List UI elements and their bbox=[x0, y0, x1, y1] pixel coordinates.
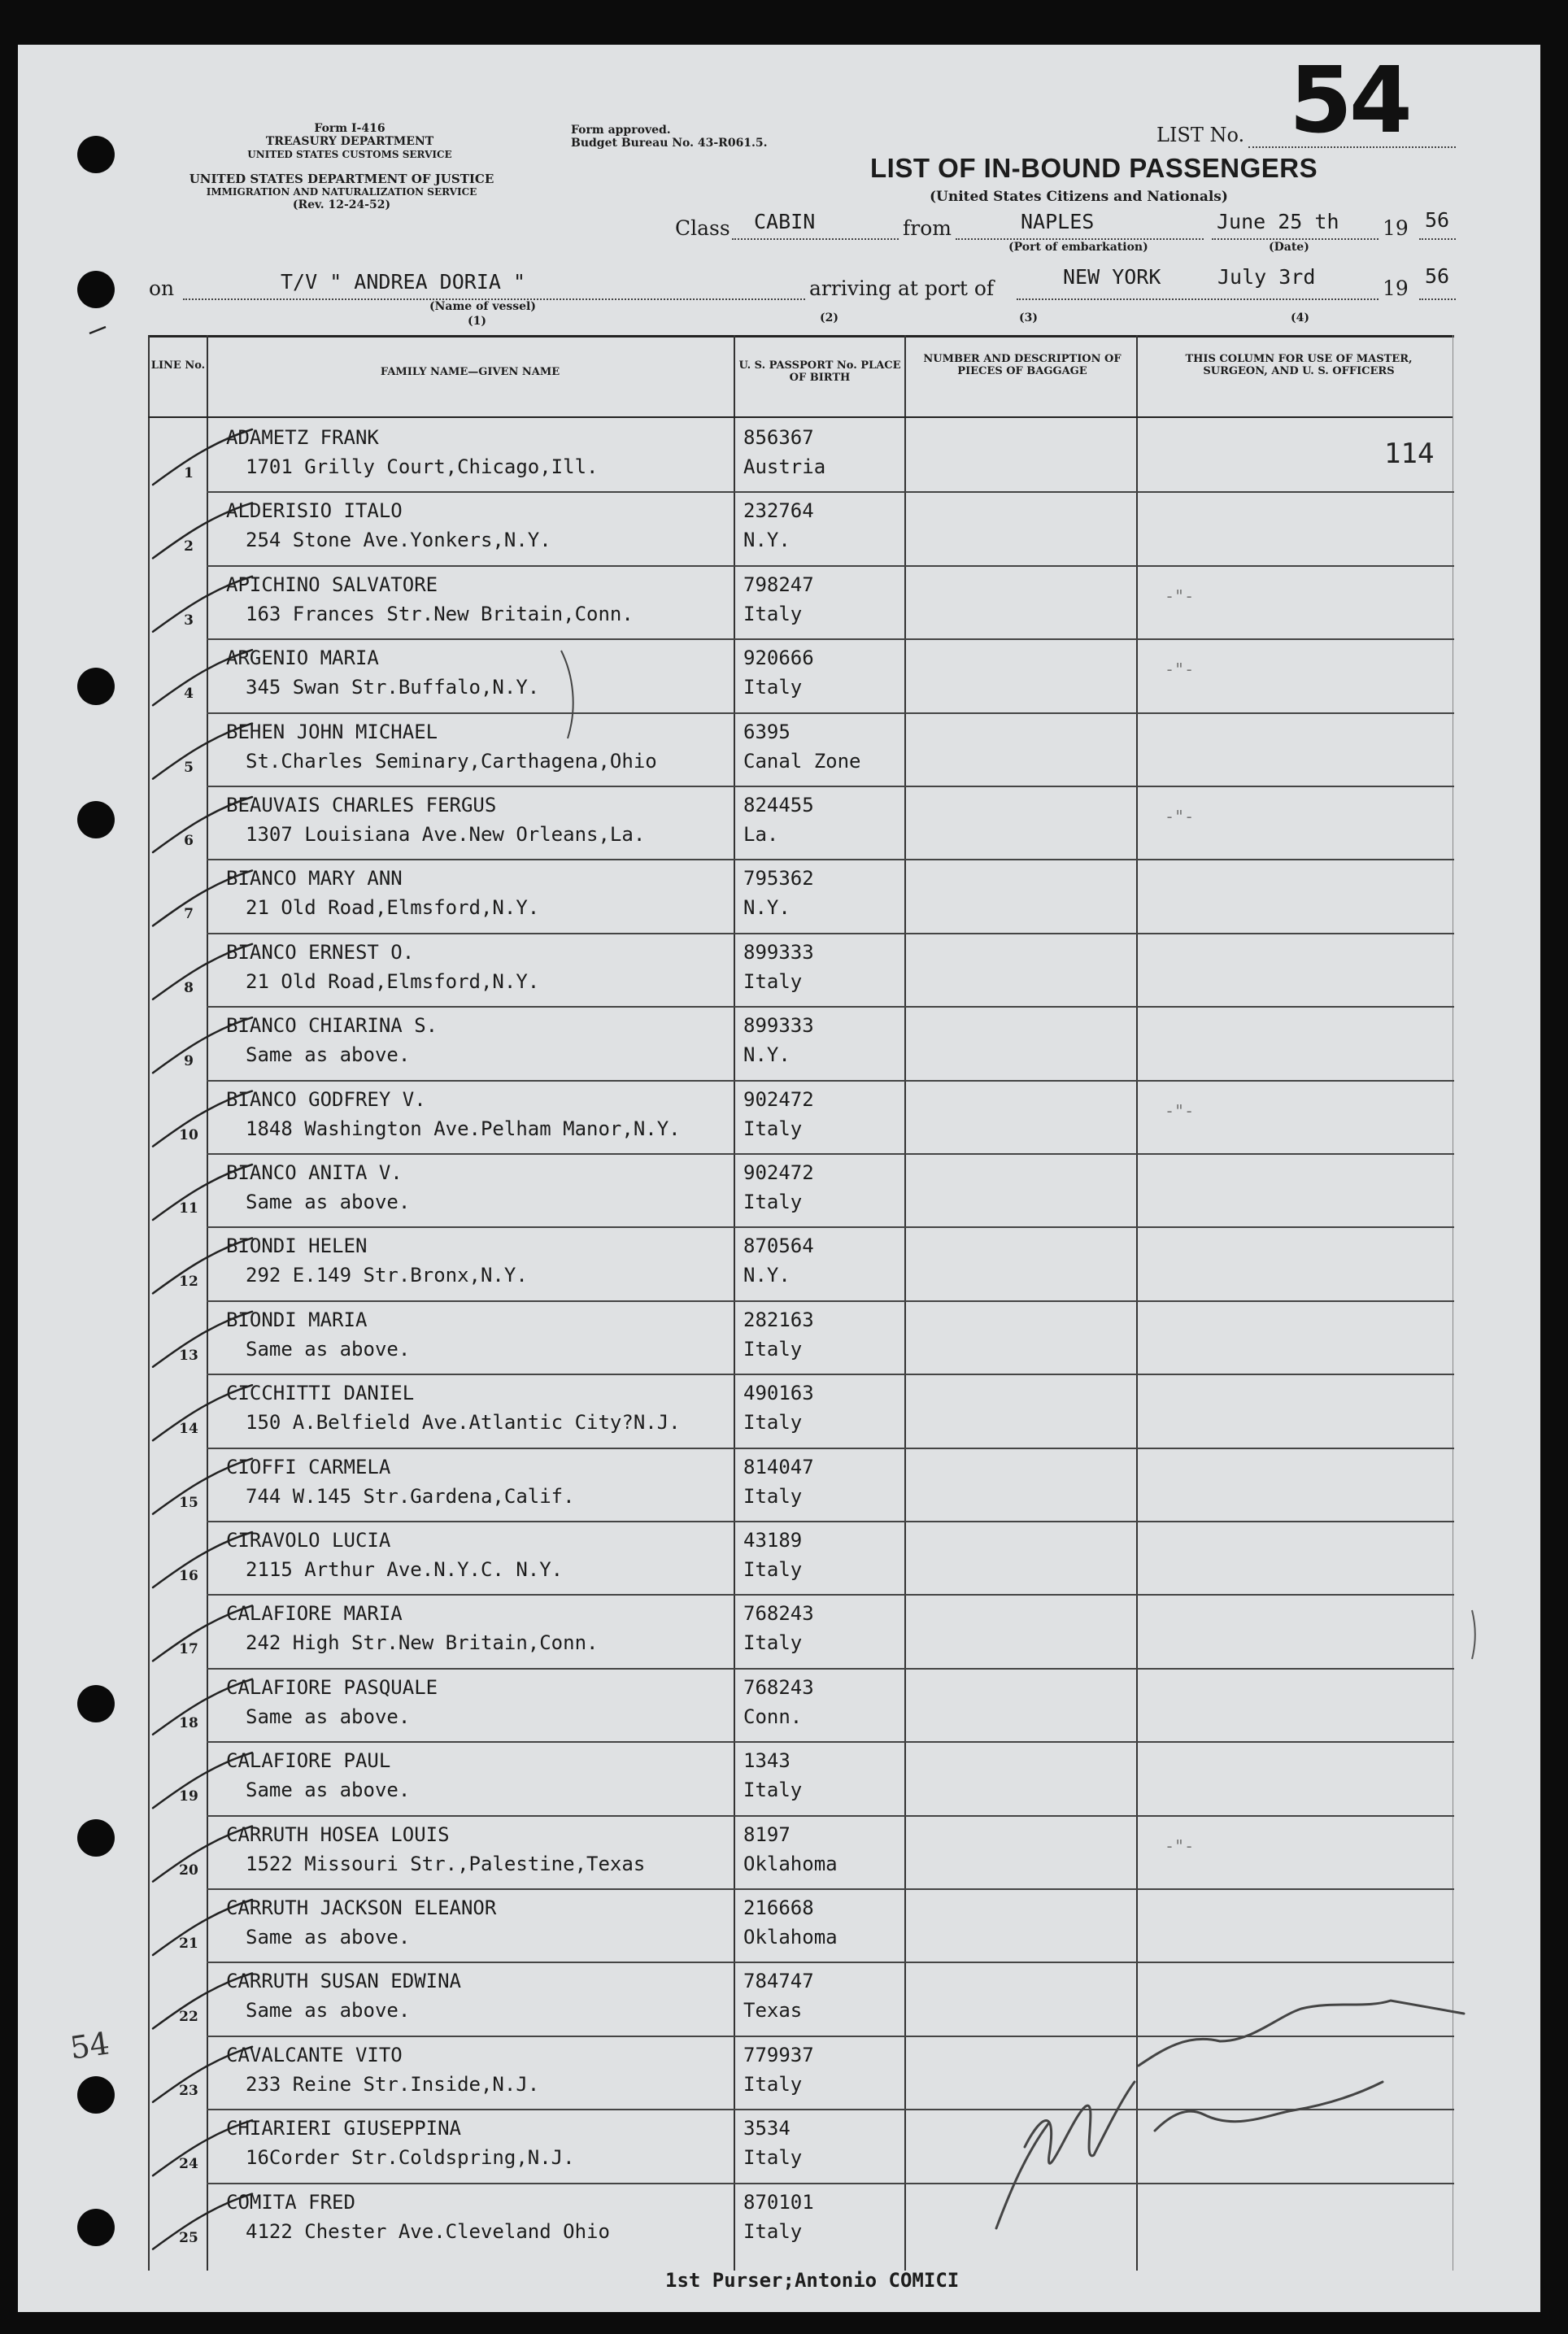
row-divider bbox=[207, 786, 1454, 787]
table-row bbox=[148, 933, 1454, 1007]
arrival-date: July 3rd bbox=[1217, 265, 1316, 289]
class-value: CABIN bbox=[754, 210, 816, 233]
passenger-address: Same as above. bbox=[246, 1191, 411, 1213]
ditto-mark: -"- bbox=[1165, 1835, 1195, 1856]
passenger-address: 163 Frances Str.New Britain,Conn. bbox=[246, 602, 634, 625]
line-number: 7 bbox=[184, 906, 194, 923]
table-row bbox=[148, 2109, 1454, 2183]
place-of-birth: Italy bbox=[743, 1558, 803, 1581]
row-divider bbox=[207, 1741, 1454, 1743]
passenger-address: 4122 Chester Ave.Cleveland Ohio bbox=[246, 2219, 610, 2243]
punch-hole bbox=[77, 1819, 115, 1857]
row-divider bbox=[207, 1594, 1454, 1596]
document-title: LIST OF IN-BOUND PASSENGERS bbox=[870, 153, 1318, 183]
place-of-birth: Italy bbox=[743, 1337, 803, 1361]
ditto-mark: -"- bbox=[1165, 586, 1195, 606]
row-divider bbox=[207, 638, 1454, 640]
passenger-address: Same as above. bbox=[246, 1337, 411, 1361]
line-number: 15 bbox=[179, 1494, 198, 1511]
year-prefix-2: 19 bbox=[1383, 277, 1409, 300]
punch-hole bbox=[77, 1685, 115, 1722]
passenger-address: Same as above. bbox=[246, 1926, 411, 1949]
passport-number: 870564 bbox=[743, 1234, 814, 1258]
passenger-name: BIONDI MARIA bbox=[226, 1308, 368, 1331]
customs-service: UNITED STATES CUSTOMS SERVICE bbox=[247, 149, 452, 160]
place-of-birth: Canal Zone bbox=[743, 749, 861, 773]
line-number: 25 bbox=[179, 2229, 198, 2246]
line-number: 5 bbox=[184, 759, 194, 776]
table-row bbox=[148, 1741, 1454, 1815]
table-row bbox=[148, 712, 1454, 786]
passport-number: 232764 bbox=[743, 499, 814, 523]
table-row bbox=[148, 1153, 1454, 1227]
line-number: 3 bbox=[184, 612, 194, 629]
approval-block bbox=[571, 124, 768, 150]
passenger-address: 1522 Missouri Str.,Palestine,Texas bbox=[246, 1852, 646, 1875]
row-divider bbox=[207, 1006, 1454, 1008]
passport-number: 282163 bbox=[743, 1308, 814, 1331]
purser-signature-line: 1st Purser;Antonio COMICI bbox=[665, 2269, 960, 2292]
passenger-address: Same as above. bbox=[246, 1705, 411, 1728]
punch-hole bbox=[77, 136, 115, 173]
line-number: 17 bbox=[179, 1641, 198, 1658]
table-row bbox=[148, 1888, 1454, 1962]
line-number: 19 bbox=[179, 1788, 198, 1805]
punch-hole bbox=[77, 801, 115, 838]
table-row bbox=[148, 1594, 1454, 1668]
punch-hole bbox=[77, 668, 115, 705]
place-of-birth: La. bbox=[743, 823, 779, 846]
passenger-address: 150 A.Belfield Ave.Atlantic City?N.J. bbox=[246, 1411, 681, 1435]
table-row bbox=[148, 1815, 1454, 1889]
passenger-name: BIANCO ERNEST O. bbox=[226, 940, 415, 964]
justice-dept: UNITED STATES DEPARTMENT OF JUSTICE bbox=[189, 172, 494, 186]
place-of-birth: N.Y. bbox=[743, 1264, 791, 1287]
place-of-birth: Italy bbox=[743, 1631, 803, 1655]
row-divider bbox=[207, 2036, 1454, 2037]
passport-number: 795362 bbox=[743, 867, 814, 890]
list-no-label: LIST No. bbox=[1156, 124, 1245, 146]
place-of-birth: Italy bbox=[743, 2146, 803, 2170]
passport-number: 902472 bbox=[743, 1161, 814, 1184]
punch-hole bbox=[77, 2076, 115, 2114]
passenger-name: CIRAVOLO LUCIA bbox=[226, 1529, 391, 1552]
place-of-birth: Italy bbox=[743, 1411, 803, 1435]
date-underline bbox=[1212, 238, 1379, 240]
row-divider bbox=[207, 859, 1454, 860]
place-of-birth: N.Y. bbox=[743, 529, 791, 552]
treasury-dept: TREASURY DEPARTMENT bbox=[265, 135, 434, 148]
place-of-birth: Conn. bbox=[743, 1705, 803, 1728]
form-approved: Form approved. bbox=[571, 124, 671, 137]
place-of-birth: N.Y. bbox=[743, 896, 791, 920]
table-row bbox=[148, 1962, 1454, 2036]
passport-number: 768243 bbox=[743, 1675, 814, 1699]
row-divider bbox=[207, 1226, 1454, 1228]
passenger-address: 16Corder Str.Coldspring,N.J. bbox=[246, 2146, 575, 2170]
passenger-address: 1848 Washington Ave.Pelham Manor,N.Y. bbox=[246, 1117, 681, 1140]
passport-number: 6395 bbox=[743, 720, 791, 743]
punch-hole bbox=[77, 271, 115, 308]
table-row bbox=[148, 638, 1454, 712]
passenger-name: ARGENIO MARIA bbox=[226, 647, 379, 670]
table-row bbox=[148, 1668, 1454, 1742]
line-number: 6 bbox=[184, 833, 194, 849]
date-value: June 25 th bbox=[1217, 210, 1339, 233]
year2-underline bbox=[1419, 298, 1456, 300]
table-row bbox=[148, 1226, 1454, 1300]
revision: (Rev. 12-24-52) bbox=[292, 198, 391, 211]
row-divider bbox=[207, 2183, 1454, 2184]
justice-block bbox=[142, 172, 541, 211]
passenger-name: BIANCO ANITA V. bbox=[226, 1161, 403, 1184]
passenger-address: 21 Old Road,Elmsford,N.Y. bbox=[246, 969, 540, 993]
row-divider bbox=[207, 565, 1454, 567]
place-of-birth: N.Y. bbox=[743, 1043, 791, 1067]
line-number: 1 bbox=[184, 465, 194, 481]
place-of-birth: Italy bbox=[743, 1779, 803, 1802]
table-row bbox=[148, 1521, 1454, 1595]
col-header-line-no: LINE No. bbox=[150, 359, 206, 372]
col-header-baggage: NUMBER AND DESCRIPTION OF PIECES OF BAGGAGE bbox=[923, 353, 1122, 377]
passenger-address: St.Charles Seminary,Carthagena,Ohio bbox=[246, 749, 657, 773]
passenger-address: 233 Reine Str.Inside,N.J. bbox=[246, 2072, 540, 2096]
place-of-birth: Oklahoma bbox=[743, 1852, 838, 1875]
passport-number: 784747 bbox=[743, 1970, 814, 1993]
passenger-name: CIOFFI CARMELA bbox=[226, 1455, 391, 1478]
year-prefix: 19 bbox=[1383, 216, 1409, 240]
margin-note: 54 bbox=[68, 2025, 112, 2066]
row-divider bbox=[207, 1448, 1454, 1449]
row-divider bbox=[207, 2109, 1454, 2110]
arrival-underline bbox=[1017, 298, 1379, 300]
line-number: 4 bbox=[184, 686, 194, 703]
line-number: 11 bbox=[179, 1200, 198, 1217]
line-number: 14 bbox=[179, 1421, 198, 1438]
year-underline bbox=[1419, 238, 1456, 240]
line-number: 23 bbox=[179, 2082, 198, 2099]
col-header-passport: U. S. PASSPORT No. PLACE OF BIRTH bbox=[738, 359, 901, 384]
row-divider bbox=[207, 491, 1454, 493]
passenger-table bbox=[148, 335, 1454, 2271]
line-number: 21 bbox=[179, 1936, 198, 1952]
passport-number: 8197 bbox=[743, 1822, 791, 1846]
place-of-birth: Italy bbox=[743, 676, 803, 699]
place-of-birth: Texas bbox=[743, 1999, 803, 2023]
from-value: NAPLES bbox=[1021, 210, 1095, 233]
vessel-name: T/V " ANDREA DORIA " bbox=[281, 270, 526, 294]
row-divider bbox=[207, 1815, 1454, 1817]
ditto-mark: -"- bbox=[1165, 1100, 1195, 1121]
passenger-name: CALAFIORE MARIA bbox=[226, 1602, 403, 1626]
table-top-border bbox=[148, 335, 1454, 337]
passenger-name: CHIARIERI GIUSEPPINA bbox=[226, 2117, 461, 2140]
place-of-birth: Italy bbox=[743, 1191, 803, 1213]
line-number: 20 bbox=[179, 1862, 198, 1879]
list-number: 54 bbox=[1289, 48, 1409, 154]
col-num-1: (1) bbox=[468, 315, 486, 328]
row-divider bbox=[207, 1521, 1454, 1522]
place-of-birth: Italy bbox=[743, 1117, 803, 1140]
place-of-birth: Italy bbox=[743, 602, 803, 625]
table-row bbox=[148, 1374, 1454, 1448]
table-row bbox=[148, 2183, 1454, 2257]
passenger-name: BEAUVAIS CHARLES FERGUS bbox=[226, 794, 497, 816]
passport-number: 490163 bbox=[743, 1382, 814, 1405]
passport-number: 899333 bbox=[743, 940, 814, 964]
passenger-address: Same as above. bbox=[246, 1999, 411, 2023]
passenger-name: CARRUTH JACKSON ELEANOR bbox=[226, 1896, 497, 1919]
passenger-address: 744 W.145 Str.Gardena,Calif. bbox=[246, 1484, 575, 1508]
table-row bbox=[148, 565, 1454, 639]
row-divider bbox=[207, 1888, 1454, 1890]
passenger-name: BIANCO GODFREY V. bbox=[226, 1087, 426, 1111]
passenger-name: BIANCO CHIARINA S. bbox=[226, 1014, 438, 1038]
arriving-label: arriving at port of bbox=[809, 277, 995, 300]
class-label: Class bbox=[675, 216, 730, 240]
passenger-name: COMITA FRED bbox=[226, 2190, 355, 2214]
passenger-address: Same as above. bbox=[246, 1043, 411, 1067]
row-divider bbox=[207, 1374, 1454, 1375]
line-number: 8 bbox=[184, 979, 194, 996]
passport-number: 920666 bbox=[743, 647, 814, 670]
from-label: from bbox=[903, 216, 952, 240]
passenger-name: BIONDI HELEN bbox=[226, 1234, 368, 1258]
passport-number: 216668 bbox=[743, 1896, 814, 1919]
year-value: 56 bbox=[1425, 208, 1450, 232]
passenger-address: 242 High Str.New Britain,Conn. bbox=[246, 1631, 599, 1655]
passenger-name: BIANCO MARY ANN bbox=[226, 867, 403, 890]
officer-mark: 114 bbox=[1384, 438, 1435, 470]
line-number: 24 bbox=[179, 2156, 198, 2173]
passport-number: 824455 bbox=[743, 794, 814, 816]
passport-number: 768243 bbox=[743, 1602, 814, 1626]
place-of-birth: Italy bbox=[743, 969, 803, 993]
table-row bbox=[148, 491, 1454, 565]
col-num-4: (4) bbox=[1291, 311, 1309, 324]
passenger-address: 2115 Arthur Ave.N.Y.C. N.Y. bbox=[246, 1558, 564, 1581]
place-of-birth: Italy bbox=[743, 2219, 803, 2243]
row-divider bbox=[207, 933, 1454, 934]
table-row bbox=[148, 1080, 1454, 1154]
document-subtitle: (United States Citizens and Nationals) bbox=[930, 189, 1228, 205]
passenger-name: ALDERISIO ITALO bbox=[226, 499, 403, 523]
line-number: 2 bbox=[184, 538, 194, 555]
passport-number: 814047 bbox=[743, 1455, 814, 1478]
port-embarkation-label: (Port of embarkation) bbox=[1008, 241, 1148, 254]
place-of-birth: Italy bbox=[743, 1484, 803, 1508]
table-row bbox=[148, 418, 1454, 492]
class-underline bbox=[732, 238, 899, 240]
table-row bbox=[148, 859, 1454, 933]
date-label: (Date) bbox=[1269, 241, 1309, 254]
passenger-name: CALAFIORE PAUL bbox=[226, 1749, 391, 1773]
passport-number: 899333 bbox=[743, 1014, 814, 1038]
passport-number: 798247 bbox=[743, 573, 814, 596]
passenger-address: 292 E.149 Str.Bronx,N.Y. bbox=[246, 1264, 528, 1287]
passenger-name: BEHEN JOHN MICHAEL bbox=[226, 720, 438, 743]
table-row bbox=[148, 1448, 1454, 1522]
row-divider bbox=[207, 1080, 1454, 1082]
line-number: 22 bbox=[179, 2009, 198, 2026]
col-num-2: (2) bbox=[820, 311, 838, 324]
place-of-birth: Oklahoma bbox=[743, 1926, 838, 1949]
on-label: on bbox=[149, 277, 175, 300]
table-row bbox=[148, 1300, 1454, 1374]
passenger-name: CICCHITTI DANIEL bbox=[226, 1382, 415, 1405]
vessel-label: (Name of vessel) bbox=[429, 300, 536, 313]
table-row bbox=[148, 786, 1454, 860]
place-of-birth: Austria bbox=[743, 455, 826, 478]
passenger-address: 1701 Grilly Court,Chicago,Ill. bbox=[246, 455, 599, 478]
passenger-name: ADAMETZ FRANK bbox=[226, 426, 379, 449]
passport-number: 902472 bbox=[743, 1087, 814, 1111]
line-number: 16 bbox=[179, 1568, 198, 1584]
passenger-name: CARRUTH SUSAN EDWINA bbox=[226, 1970, 461, 1993]
passenger-address: Same as above. bbox=[246, 1779, 411, 1802]
year-value-2: 56 bbox=[1425, 264, 1450, 288]
passport-number: 1343 bbox=[743, 1749, 791, 1773]
line-number: 13 bbox=[179, 1347, 198, 1364]
col-header-name: FAMILY NAME—GIVEN NAME bbox=[380, 366, 560, 378]
ditto-mark: -"- bbox=[1165, 807, 1195, 826]
row-divider bbox=[207, 1300, 1454, 1302]
passenger-address: 21 Old Road,Elmsford,N.Y. bbox=[246, 896, 540, 920]
passport-number: 856367 bbox=[743, 426, 814, 449]
line-number: 18 bbox=[179, 1714, 198, 1731]
row-divider bbox=[207, 1962, 1454, 1963]
row-divider bbox=[207, 1668, 1454, 1670]
passenger-address: 254 Stone Ave.Yonkers,N.Y. bbox=[246, 529, 551, 552]
passenger-address: 1307 Louisiana Ave.New Orleans,La. bbox=[246, 823, 646, 846]
row-divider bbox=[207, 1153, 1454, 1155]
ditto-mark: -"- bbox=[1165, 660, 1195, 680]
passenger-name: APICHINO SALVATORE bbox=[226, 573, 438, 596]
form-number: Form I-416 bbox=[314, 122, 385, 135]
row-divider bbox=[207, 712, 1454, 714]
col-num-3: (3) bbox=[1019, 311, 1038, 324]
passport-number: 43189 bbox=[743, 1529, 803, 1552]
line-number: 12 bbox=[179, 1274, 198, 1291]
table-row bbox=[148, 2036, 1454, 2110]
passenger-name: CALAFIORE PASQUALE bbox=[226, 1675, 438, 1699]
passenger-address: 345 Swan Str.Buffalo,N.Y. bbox=[246, 676, 540, 699]
line-number: 9 bbox=[184, 1053, 194, 1070]
passenger-name: CAVALCANTE VITO bbox=[226, 2043, 403, 2066]
passport-number: 779937 bbox=[743, 2043, 814, 2066]
budget-bureau: Budget Bureau No. 43-R061.5. bbox=[571, 137, 768, 150]
col-header-officers: THIS COLUMN FOR USE OF MASTER, SURGEON, AND U. S. OFFICERS bbox=[1185, 353, 1413, 377]
immigration-service: IMMIGRATION AND NATURALIZATION SERVICE bbox=[206, 186, 477, 198]
punch-hole bbox=[77, 2209, 115, 2246]
passport-number: 3534 bbox=[743, 2117, 791, 2140]
table-row bbox=[148, 1006, 1454, 1080]
line-number: 10 bbox=[179, 1126, 198, 1143]
from-underline bbox=[956, 238, 1204, 240]
arrival-port: NEW YORK bbox=[1063, 265, 1161, 289]
place-of-birth: Italy bbox=[743, 2072, 803, 2096]
agency-block bbox=[171, 122, 529, 161]
passport-number: 870101 bbox=[743, 2190, 814, 2214]
passenger-name: CARRUTH HOSEA LOUIS bbox=[226, 1822, 450, 1846]
